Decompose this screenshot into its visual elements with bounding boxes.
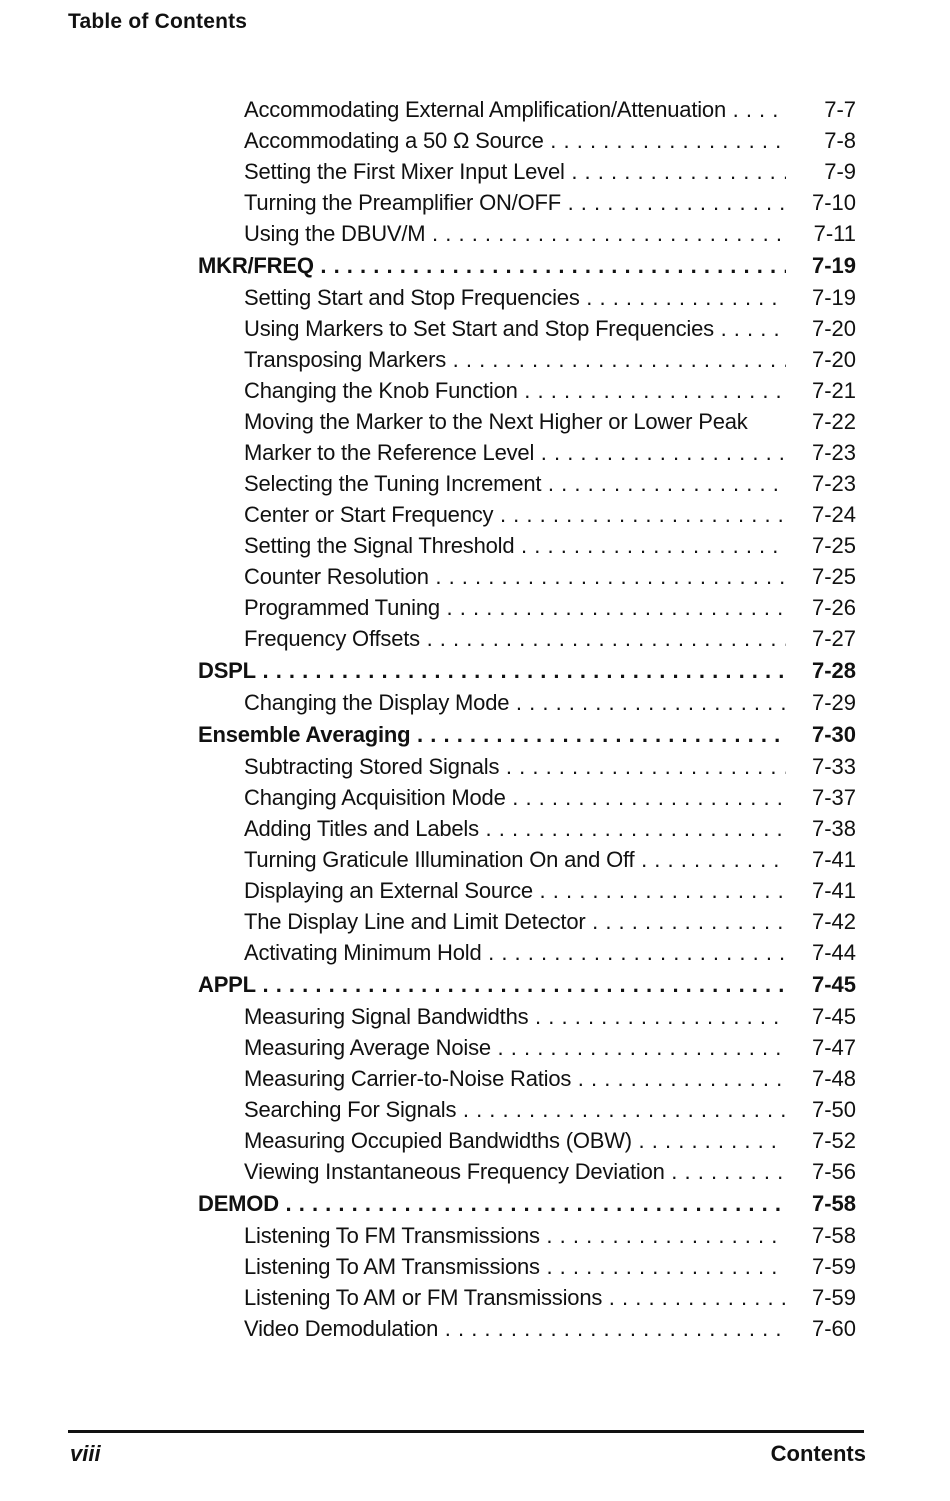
- toc-entry[interactable]: [198, 813, 862, 844]
- footer-rule: [68, 1430, 864, 1433]
- toc-entry-label: MKR/FREQ . . .: [198, 249, 786, 282]
- toc-entry-page: 7-58: [811, 1223, 856, 1248]
- toc-entry-label: Searching For Signals . . .: [244, 1094, 786, 1125]
- toc-entry-page: 7-45: [811, 1004, 856, 1029]
- toc-entry[interactable]: [198, 1282, 862, 1313]
- toc-entry-page: 7-24: [811, 502, 856, 527]
- toc-entry-page: 7-26: [811, 595, 856, 620]
- toc-entry-page: 7-38: [811, 816, 856, 841]
- toc-entry[interactable]: [198, 344, 862, 375]
- toc-entry-page: 7-8: [824, 128, 856, 153]
- toc-entry-label: Changing Acquisition Mode . . .: [244, 782, 786, 813]
- toc-entry-page: 7-48: [811, 1066, 856, 1091]
- toc-section-entry[interactable]: [198, 718, 862, 751]
- toc-entry[interactable]: [198, 1094, 862, 1125]
- toc-entry-label: Transposing Markers . . .: [244, 344, 786, 375]
- toc-entry-label: Measuring Occupied Bandwidths (OBW) . . .: [244, 1125, 786, 1156]
- toc-entry[interactable]: [198, 782, 862, 813]
- toc-entry[interactable]: [198, 687, 862, 718]
- footer-page-number: viii: [70, 1441, 101, 1466]
- toc-entry[interactable]: [198, 623, 862, 654]
- toc-section-entry[interactable]: [198, 1187, 862, 1220]
- toc-entry[interactable]: [198, 437, 862, 468]
- toc-entry-page: 7-28: [811, 658, 856, 683]
- toc-entry-label: Turning the Preamplifier ON/OFF . . .: [244, 187, 786, 218]
- toc-entry-page: 7-19: [811, 285, 856, 310]
- toc-entry-page: 7-50: [811, 1097, 856, 1122]
- toc-entry[interactable]: [198, 1156, 862, 1187]
- toc-entry-page: 7-41: [811, 847, 856, 872]
- toc-entry-label: Accommodating External Amplification/Attenuation . . .: [244, 94, 786, 125]
- toc-entry-label: Listening To AM or FM Transmissions . . .: [244, 1282, 786, 1313]
- toc-entry-label: Changing the Knob Function . . .: [244, 375, 786, 406]
- toc-entry-page: 7-25: [811, 564, 856, 589]
- toc-entry-label: Measuring Carrier-to-Noise Ratios . . .: [244, 1063, 786, 1094]
- footer-section-name: Contents: [770, 1441, 866, 1466]
- toc-entry[interactable]: [198, 937, 862, 968]
- toc-entry-page: 7-33: [811, 754, 856, 779]
- toc-entry-label: Programmed Tuning . . .: [244, 592, 786, 623]
- toc-entry-label: Using the DBUV/M . . .: [244, 218, 786, 249]
- toc-entry-label: Listening To FM Transmissions . . .: [244, 1220, 786, 1251]
- toc-entry-page: 7-27: [811, 626, 856, 651]
- toc-entry[interactable]: [198, 313, 862, 344]
- toc-entry-label: Accommodating a 50 Ω Source . . .: [244, 125, 786, 156]
- toc-entry-label: Video Demodulation . . .: [244, 1313, 786, 1344]
- toc-entry[interactable]: [198, 1220, 862, 1251]
- toc-entry[interactable]: [198, 1001, 862, 1032]
- toc-entry-page: 7-19: [811, 253, 856, 278]
- toc-entry-label: APPL . . .: [198, 968, 786, 1001]
- toc-entry[interactable]: [198, 1032, 862, 1063]
- toc-entry-label: DEMOD . . .: [198, 1187, 786, 1220]
- toc-entry-page: 7-37: [811, 785, 856, 810]
- toc-entry[interactable]: [198, 561, 862, 592]
- toc-entry-label: Marker to the Reference Level . . .: [244, 437, 786, 468]
- toc-entry-page: 7-47: [811, 1035, 856, 1060]
- toc-section-entry[interactable]: [198, 249, 862, 282]
- toc-entry-label: Frequency Offsets . . .: [244, 623, 786, 654]
- toc-entry-page: 7-44: [811, 940, 856, 965]
- toc-entry-page: 7-58: [811, 1191, 856, 1216]
- toc-entry[interactable]: [198, 1125, 862, 1156]
- toc-entry[interactable]: [198, 1251, 862, 1282]
- toc-entry[interactable]: [198, 751, 862, 782]
- toc-entry[interactable]: [198, 406, 862, 437]
- toc-entry-page: 7-45: [811, 972, 856, 997]
- toc-entry-page: 7-42: [811, 909, 856, 934]
- toc-entry-label: Subtracting Stored Signals . . .: [244, 751, 786, 782]
- toc-entry-page: 7-56: [811, 1159, 856, 1184]
- toc-entry[interactable]: [198, 499, 862, 530]
- toc-entry-label: The Display Line and Limit Detector . . .: [244, 906, 786, 937]
- toc-entry-page: 7-22: [811, 409, 856, 434]
- toc-entry-page: 7-25: [811, 533, 856, 558]
- toc-entry[interactable]: [198, 906, 862, 937]
- toc-entry-label: Center or Start Frequency . . .: [244, 499, 786, 530]
- toc-entry-label: Setting Start and Stop Frequencies . . .: [244, 282, 786, 313]
- toc-entry[interactable]: [198, 592, 862, 623]
- toc-entry-label: Counter Resolution . . .: [244, 561, 786, 592]
- toc-section-entry[interactable]: [198, 654, 862, 687]
- toc-entry[interactable]: [198, 875, 862, 906]
- toc-entry-label: Measuring Average Noise . . .: [244, 1032, 786, 1063]
- toc-entry-page: 7-21: [811, 378, 856, 403]
- toc-entry-page: 7-52: [811, 1128, 856, 1153]
- toc-entry-label: Using Markers to Set Start and Stop Frequencies . . .: [244, 313, 786, 344]
- toc-entry-page: 7-10: [811, 190, 856, 215]
- toc-entry-page: 7-23: [811, 471, 856, 496]
- toc-entry[interactable]: [198, 125, 862, 156]
- toc-entry-page: 7-20: [811, 347, 856, 372]
- toc-entry-label: Ensemble Averaging . . .: [198, 718, 786, 751]
- toc-entry-label: Setting the Signal Threshold . . .: [244, 530, 786, 561]
- toc-entry[interactable]: [198, 1313, 862, 1344]
- toc-entry-label: Changing the Display Mode . . .: [244, 687, 786, 718]
- toc-entry-page: 7-20: [811, 316, 856, 341]
- table-of-contents: [198, 94, 862, 1344]
- toc-entry-label: DSPL . . .: [198, 654, 786, 687]
- toc-entry-label: Setting the First Mixer Input Level . . .: [244, 156, 786, 187]
- toc-entry-label: Viewing Instantaneous Frequency Deviation . . .: [244, 1156, 786, 1187]
- toc-entry-page: 7-23: [811, 440, 856, 465]
- toc-entry-page: 7-30: [811, 722, 856, 747]
- toc-entry[interactable]: [198, 375, 862, 406]
- toc-entry[interactable]: [198, 1063, 862, 1094]
- toc-entry[interactable]: [198, 468, 862, 499]
- toc-entry[interactable]: [198, 844, 862, 875]
- toc-entry[interactable]: [198, 187, 862, 218]
- toc-entry-page: 7-41: [811, 878, 856, 903]
- toc-entry-page: 7-60: [811, 1316, 856, 1341]
- toc-entry-page: 7-9: [824, 159, 856, 184]
- toc-entry-label: Moving the Marker to the Next Higher or Lower Peak: [244, 409, 748, 434]
- toc-entry-page: 7-29: [811, 690, 856, 715]
- toc-entry-label: Adding Titles and Labels . . .: [244, 813, 786, 844]
- toc-entry[interactable]: [198, 94, 862, 125]
- toc-entry[interactable]: [198, 282, 862, 313]
- toc-entry-label: Turning Graticule Illumination On and Off . . .: [244, 844, 786, 875]
- toc-section-entry[interactable]: [198, 968, 862, 1001]
- toc-entry-page: 7-11: [813, 221, 856, 246]
- toc-entry-page: 7-59: [811, 1254, 856, 1279]
- toc-entry-label: Activating Minimum Hold . . .: [244, 937, 786, 968]
- toc-entry[interactable]: [198, 530, 862, 561]
- toc-entry[interactable]: [198, 156, 862, 187]
- toc-entry-label: Displaying an External Source . . .: [244, 875, 786, 906]
- toc-entry-page: 7-7: [824, 97, 856, 122]
- toc-entry-label: Selecting the Tuning Increment . . .: [244, 468, 786, 499]
- toc-entry-label: Measuring Signal Bandwidths . . .: [244, 1001, 786, 1032]
- toc-entry-page: 7-59: [811, 1285, 856, 1310]
- toc-entry-label: Listening To AM Transmissions . . .: [244, 1251, 786, 1282]
- toc-entry[interactable]: [198, 218, 862, 249]
- page-title: Table of Contents: [68, 10, 248, 33]
